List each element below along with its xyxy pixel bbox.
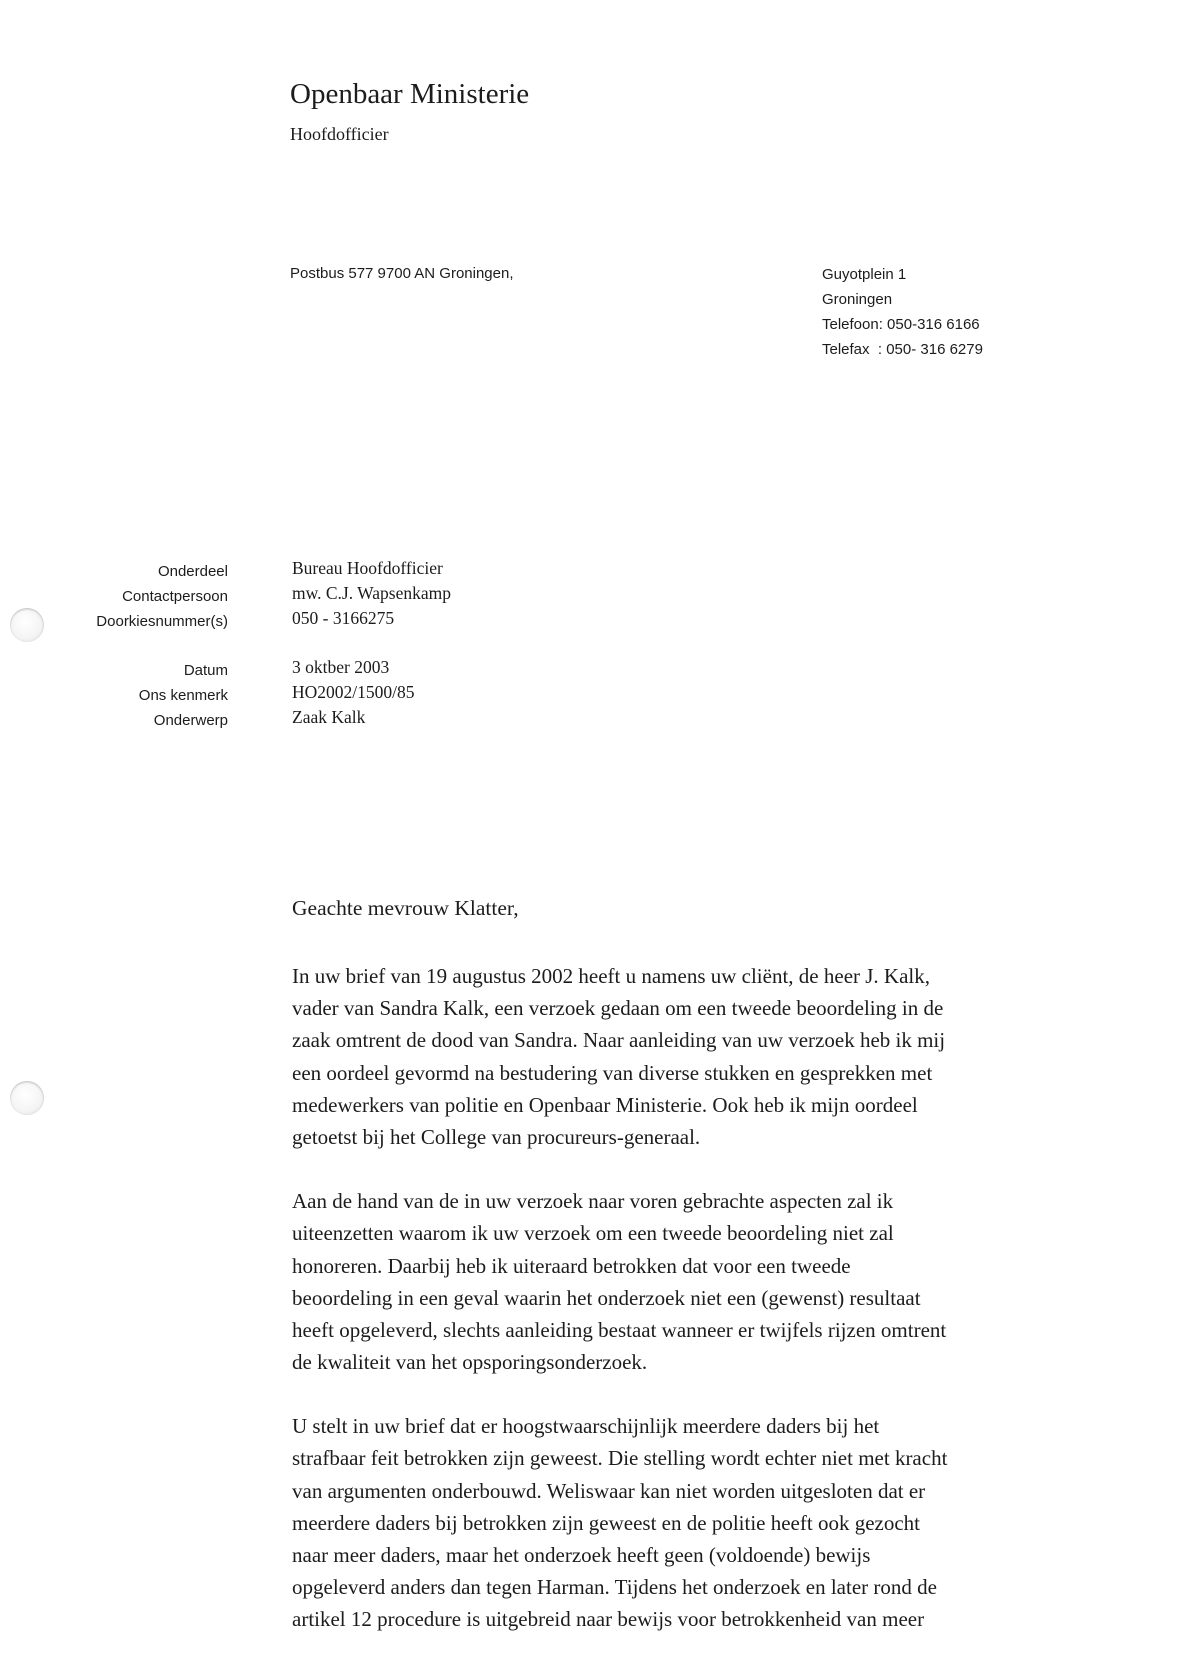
label-department: Onderdeel [157, 563, 228, 580]
value-date: 3 oktber 2003 [292, 657, 390, 677]
body-line: uiteenzetten waarom ik uw verzoek om een tweede beoordeling niet zal [292, 1221, 894, 1246]
body-line: zaak omtrent de dood van Sandra. Naar aanleiding van uw verzoek heb ik mij [292, 1028, 946, 1053]
paragraph [292, 1185, 1142, 1378]
value-contact: mw. C.J. Wapsenkamp [292, 583, 451, 603]
body-line: honoreren. Daarbij heb ik uiteraard betrokken dat voor een tweede [292, 1253, 851, 1278]
body-line: medewerkers van politie en Openbaar Ministerie. Ook heb ik mijn oordeel [292, 1092, 918, 1117]
body-line: de kwaliteit van het opsporingsonderzoek. [292, 1350, 648, 1375]
visiting-address [822, 262, 983, 362]
organization-name: Openbaar Ministerie [290, 78, 530, 110]
phone-line: Telefoon: 050-316 6166 [822, 316, 980, 333]
body-line: van argumenten onderbouwd. Weliswaar kan niet worden uitgesloten dat er [292, 1478, 926, 1503]
body-line: strafbaar feit betrokken zijn geweest. Die stelling wordt echter niet met kracht [292, 1446, 948, 1471]
paragraph [292, 960, 1142, 1153]
value-reference: HO2002/1500/85 [292, 682, 415, 702]
address-line: Groningen [822, 291, 893, 308]
fax-line: Telefax : 050- 316 6279 [822, 341, 983, 358]
punch-hole [10, 608, 44, 642]
body-line: getoetst bij het College van procureurs-generaal. [292, 1124, 701, 1149]
label-direct-number: Doorkiesnummer(s) [96, 613, 228, 630]
organization-department: Hoofdofficier [290, 124, 389, 144]
address-line: Guyotplein 1 [822, 266, 907, 283]
reference-values [292, 556, 451, 730]
body-line: naar meer daders, maar het onderzoek heeft geen (voldoende) bewijs [292, 1543, 871, 1567]
body-line: opgeleverd anders dan tegen Harman. Tijdens het onderzoek en later rond de [292, 1575, 937, 1600]
postal-address: Postbus 577 9700 AN Groningen, [290, 265, 514, 282]
value-department: Bureau Hoofdofficier [292, 558, 443, 578]
paragraph [292, 1410, 1142, 1635]
value-subject: Zaak Kalk [292, 707, 366, 727]
body-line: U stelt in uw brief dat er hoogstwaarschijnlijk meerdere daders bij het [292, 1414, 880, 1439]
body-line: een oordeel gevormd na bestudering van diverse stukken en gesprekken met [292, 1060, 933, 1085]
reference-labels [96, 559, 228, 733]
body-line: vader van Sandra Kalk, een verzoek gedaan om een tweede beoordeling in de [292, 996, 944, 1021]
punch-hole [10, 1081, 44, 1115]
body-line: heeft opgeleverd, slechts aanleiding bestaat wanneer er twijfels rijzen omtrent [292, 1317, 947, 1342]
label-subject: Onderwerp [153, 712, 228, 729]
label-date: Datum [183, 662, 228, 679]
body-line: artikel 12 procedure is uitgebreid naar bewijs voor betrokkenheid van meer [292, 1607, 925, 1632]
label-contact: Contactpersoon [122, 588, 228, 605]
body-line: meerdere daders bij betrokken zijn geweest en de politie heeft ook gezocht [292, 1510, 920, 1535]
salutation: Geachte mevrouw Klatter, [292, 896, 519, 920]
letter-body [292, 960, 1142, 1668]
body-line: In uw brief van 19 augustus 2002 heeft u namens uw cliënt, de heer J. Kalk, [292, 964, 930, 988]
body-line: beoordeling in een geval waarin het onderzoek niet een (gewenst) resultaat [292, 1285, 921, 1310]
body-line: Aan de hand van de in uw verzoek naar voren gebrachte aspecten zal ik [292, 1189, 894, 1214]
label-reference: Ons kenmerk [138, 687, 228, 704]
value-direct-number: 050 - 3166275 [292, 608, 395, 628]
